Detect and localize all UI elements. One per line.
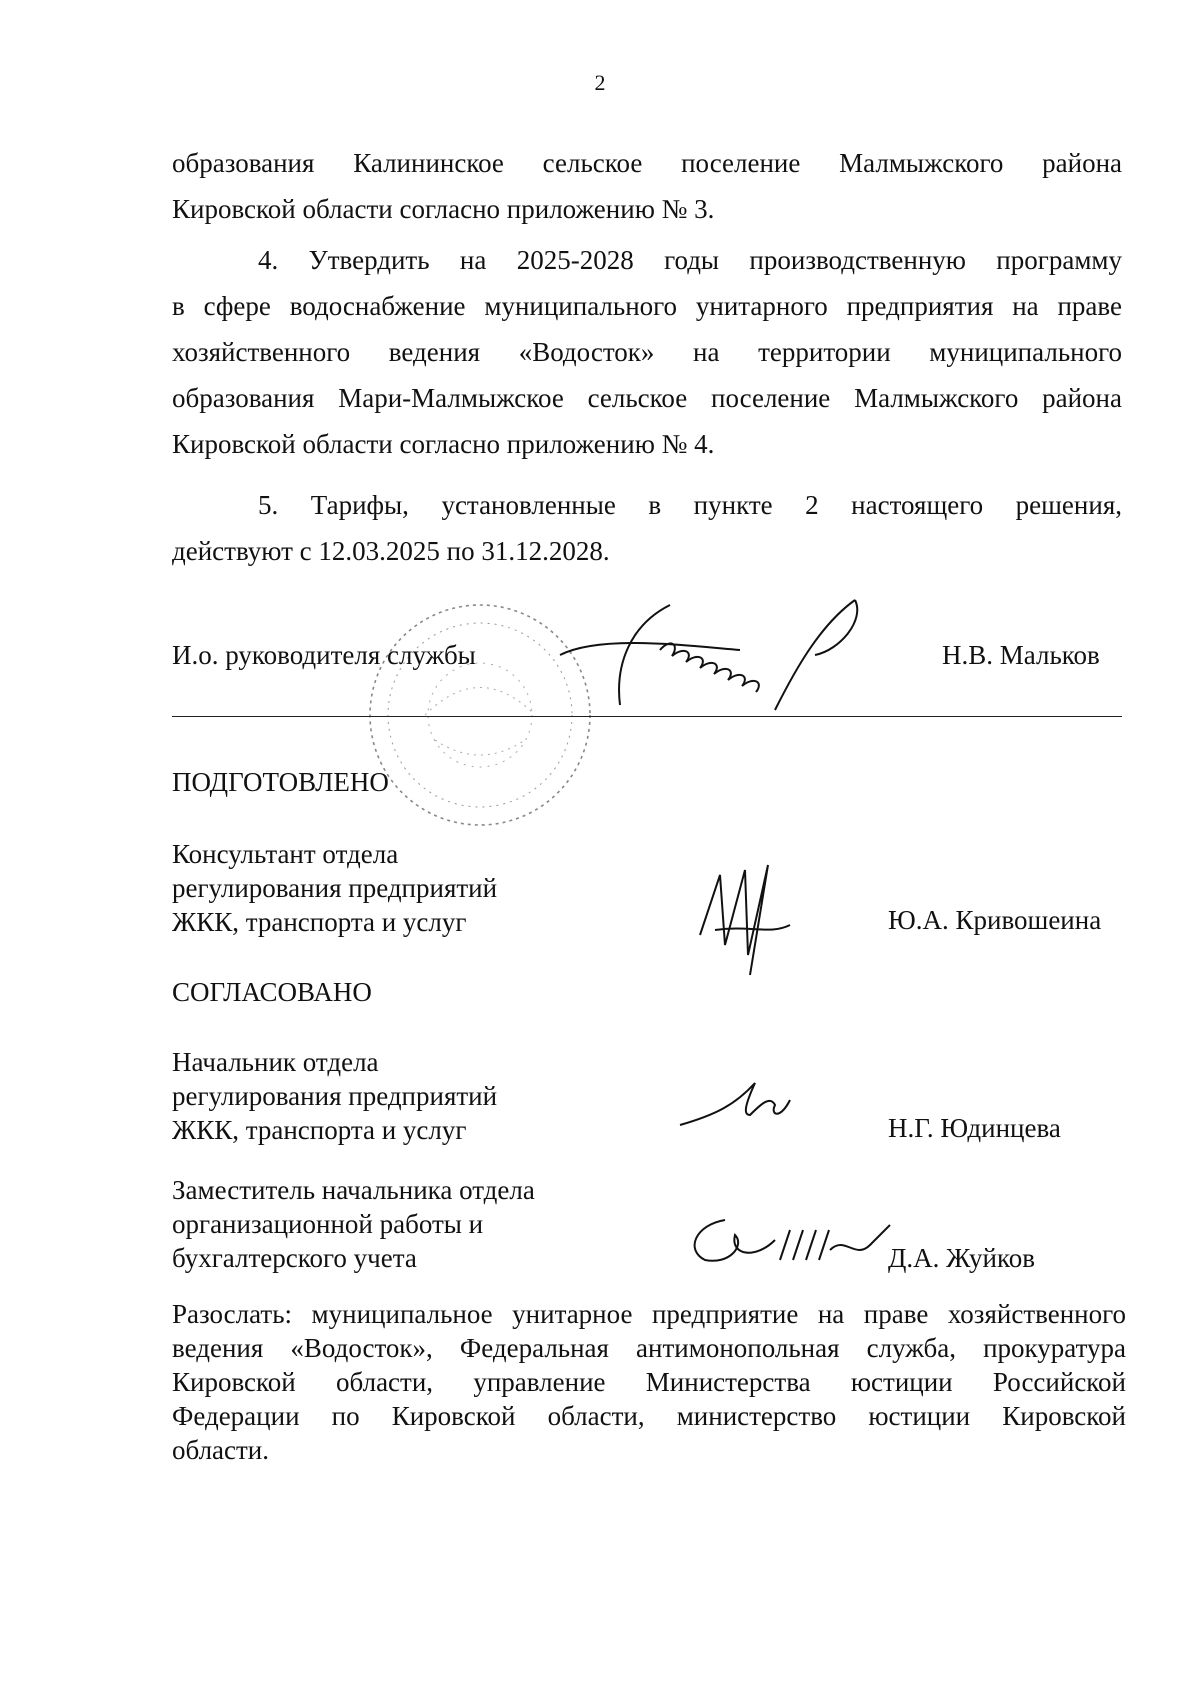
position-line: регулирования предприятий (172, 1081, 498, 1111)
paragraph-line: 4. Утвердить на 2025-2028 годы производственную программу (258, 245, 1122, 275)
position-line: регулирования предприятий (172, 873, 498, 903)
distribution-line: ведения «Водосток», Федеральная антимонопольная служба, прокуратура (172, 1333, 1126, 1363)
position-line: Заместитель начальника отдела (172, 1175, 535, 1205)
agreed-person1-position (172, 1045, 497, 1147)
agreed-person1-name: Н.Г. Юдинцева (888, 1113, 1061, 1143)
paragraph-line: хозяйственного ведения «Водосток» на территории муниципального (172, 337, 1122, 367)
paragraph-line: 5. Тарифы, установленные в пункте 2 настоящего решения, (258, 490, 1122, 520)
agreed-heading: СОГЛАСОВАНО (172, 977, 372, 1007)
distribution-line: области. (172, 1435, 270, 1465)
paragraph-4 (172, 237, 1122, 467)
handwritten-signature (520, 595, 940, 715)
paragraph-intro (172, 140, 1122, 232)
position-line: бухгалтерского учета (172, 1243, 417, 1273)
prepared-heading: ПОДГОТОВЛЕНО (172, 767, 389, 797)
agreed-person2-name: Д.А. Жуйков (888, 1243, 1035, 1273)
handwritten-signature (675, 1075, 795, 1135)
page-number: 2 (594, 70, 606, 95)
signatory-position: И.о. руководителя службы (172, 640, 476, 670)
signatory-name: Н.В. Мальков (942, 640, 1100, 670)
paragraph-line: образования Калининское сельское поселение Малмыжского района (172, 148, 1122, 178)
handwritten-signature (685, 1205, 895, 1275)
paragraph-line: Кировской области согласно приложению № 3. (172, 194, 715, 224)
distribution-line: Кировской области, управление Министерства юстиции Российской (172, 1367, 1126, 1397)
prepared-name: Ю.А. Кривошеина (888, 905, 1102, 935)
prepared-position (172, 837, 497, 939)
distribution-line: Разослать: муниципальное унитарное предприятие на праве хозяйственного (172, 1299, 1126, 1329)
handwritten-signature (690, 855, 800, 975)
paragraph-line: Кировской области согласно приложению № 4. (172, 429, 715, 459)
paragraph-line: действуют с 12.03.2025 по 31.12.2028. (172, 536, 610, 566)
position-line: Консультант отдела (172, 839, 399, 869)
paragraph-line: в сфере водоснабжение муниципального унитарного предприятия на праве (172, 291, 1122, 321)
distribution-line: Федерации по Кировской области, министерство юстиции Кировской (172, 1401, 1126, 1431)
position-line: организационной работы и (172, 1209, 484, 1239)
paragraph-line: образования Мари-Малмыжское сельское поселение Малмыжского района (172, 383, 1122, 413)
signature-separator (172, 716, 1122, 717)
agreed-person2-position (172, 1173, 535, 1275)
paragraph-5 (172, 482, 1122, 574)
position-line: Начальник отдела (172, 1047, 379, 1077)
position-line: ЖКК, транспорта и услуг (172, 1115, 467, 1145)
distribution-list (172, 1297, 1126, 1467)
position-line: ЖКК, транспорта и услуг (172, 907, 467, 937)
